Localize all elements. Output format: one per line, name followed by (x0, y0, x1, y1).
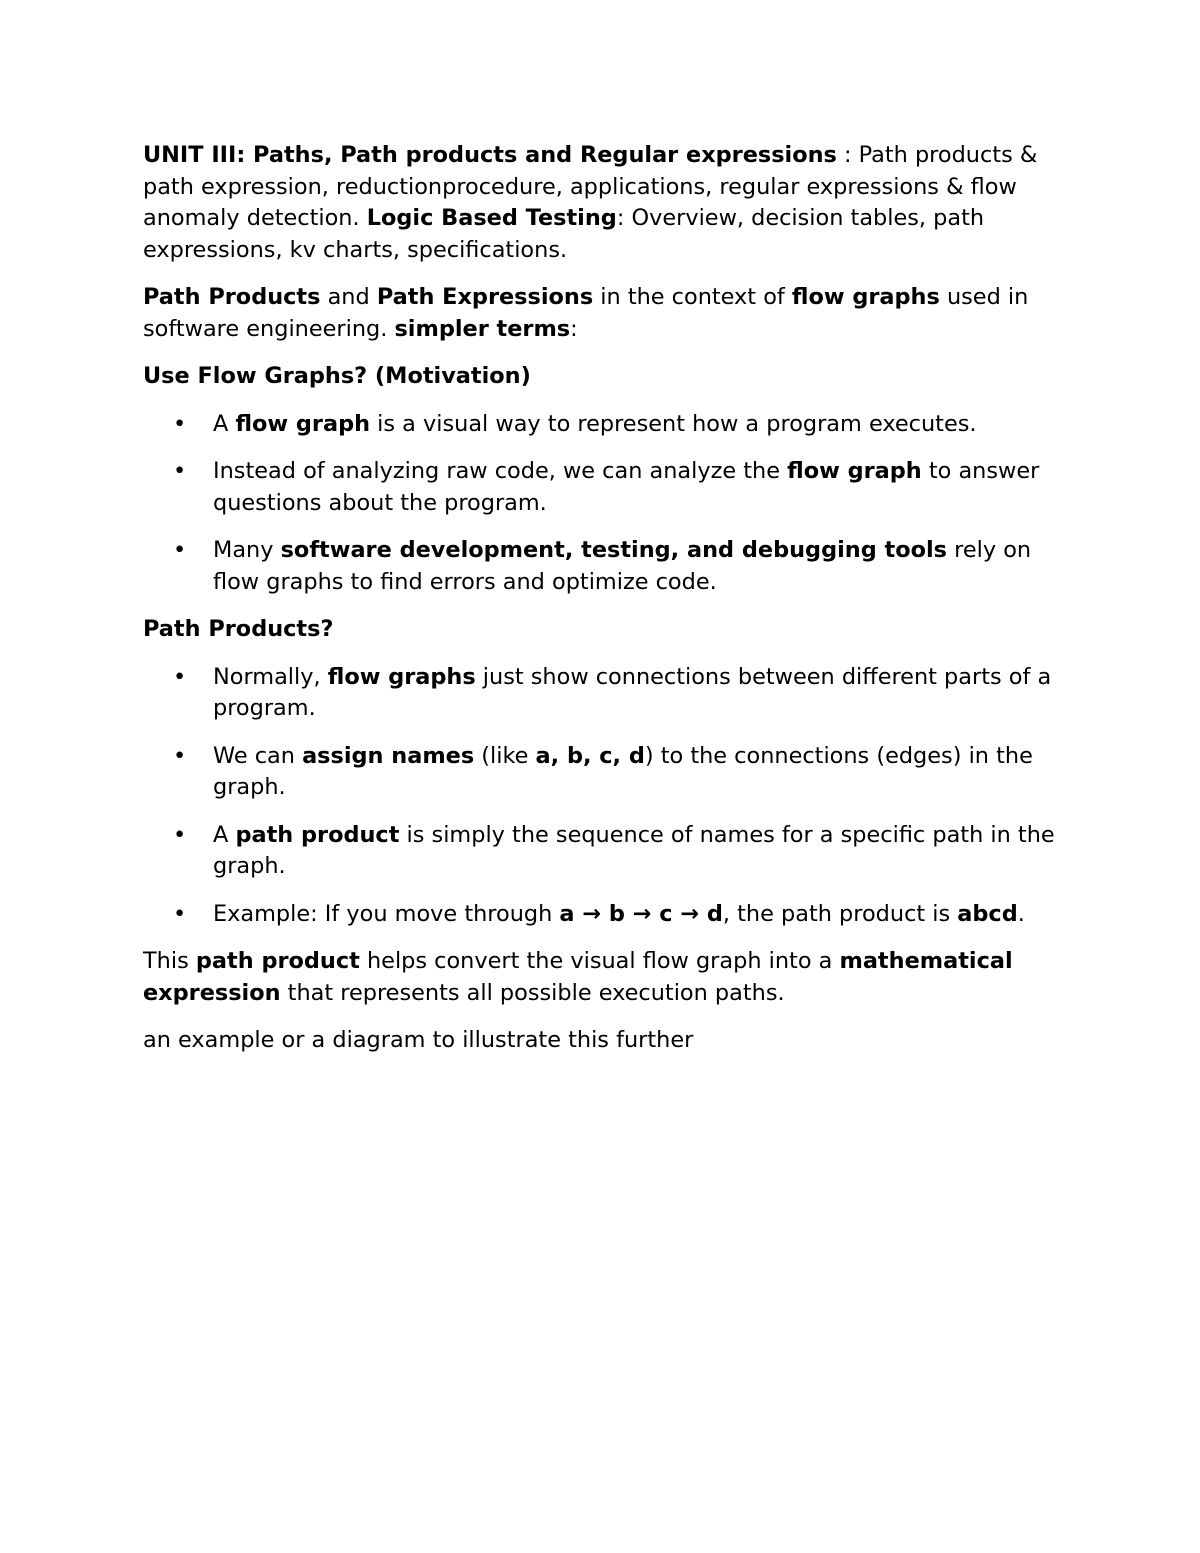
summary-emphasis: path product (195, 948, 360, 974)
list-text: We can (213, 742, 303, 769)
logic-testing-title: Logic Based Testing (366, 205, 617, 231)
list-emphasis: flow graph (787, 458, 922, 484)
list-emphasis: a → b → c → d (559, 900, 723, 927)
list-emphasis: a, b, c, d (535, 742, 645, 769)
list-text: Instead of analyzing raw code, we can analyze the (213, 458, 788, 484)
context-term-path-expressions: Path Expressions (376, 284, 594, 310)
list-text: just show connections between different parts of a program. (213, 663, 1052, 721)
context-term-path-products: Path Products (143, 284, 321, 310)
list-text: is simply the sequence of names for a specific path in the graph. (213, 821, 1055, 879)
summary-text: helps convert the visual flow graph into a (359, 948, 840, 974)
list-text: A (213, 821, 236, 848)
list-text: ) to the connections (edges) in the graph. (213, 742, 1033, 800)
context-text: in the context of (593, 284, 792, 310)
summary-paragraph (143, 946, 1073, 1009)
summary-text: This (143, 948, 196, 974)
unit-topics: : Path products & path expression, reductionprocedure, applications, regular expressions & flow anomaly detection. (143, 142, 1038, 231)
context-term-flow-graphs: flow graphs (791, 284, 940, 310)
context-text: and (320, 284, 377, 310)
list-text: Normally, (213, 663, 328, 690)
list-text: Many (213, 537, 281, 563)
summary-text: that represents all possible execution paths. (280, 979, 785, 1006)
bullet-icon: • (173, 821, 187, 848)
bullet-icon: • (173, 663, 187, 690)
list-text: . (1017, 900, 1025, 927)
list-item (143, 899, 1073, 931)
list-text: to answer questions about the program. (213, 458, 1040, 516)
list-text: (like (474, 742, 536, 769)
list-emphasis: assign names (302, 742, 475, 769)
list-emphasis: software development, testing, and debugging tools (280, 537, 948, 563)
document-body (143, 140, 1073, 1073)
unit-title: UNIT III: Paths, Path products and Regular expressions (143, 142, 837, 168)
path-products-heading: Path Products? (143, 616, 334, 642)
bullet-icon: • (173, 410, 187, 437)
intro-paragraph (143, 140, 1073, 266)
summary-emphasis: mathematical expression (143, 948, 1013, 1006)
list-item (143, 820, 1073, 883)
context-term-simpler: simpler terms (394, 315, 571, 342)
logic-testing-topics: : Overview, decision tables, path expressions, kv charts, specifications. (143, 205, 985, 263)
list-text: Example: If you move through (213, 900, 560, 927)
motivation-list (143, 409, 1073, 599)
list-item (143, 535, 1073, 598)
context-text: : (570, 315, 578, 342)
list-emphasis: abcd (957, 900, 1018, 927)
list-emphasis: flow graph (235, 410, 371, 437)
bullet-icon: • (173, 742, 187, 769)
list-item (143, 409, 1073, 441)
path-products-list (143, 662, 1073, 931)
context-paragraph (143, 282, 1073, 345)
list-item (143, 456, 1073, 519)
list-text: , the path product is (722, 900, 958, 927)
list-text: is a visual way to represent how a program executes. (370, 410, 977, 437)
list-text: rely on flow graphs to find errors and optimize code. (213, 537, 1032, 595)
list-emphasis: path product (235, 821, 400, 848)
list-item (143, 741, 1073, 804)
closing-paragraph: an example or a diagram to illustrate this further (143, 1027, 694, 1053)
motivation-heading: Use Flow Graphs? (Motivation) (143, 363, 531, 389)
bullet-icon: • (173, 458, 187, 484)
list-item (143, 662, 1073, 725)
bullet-icon: • (173, 900, 187, 927)
bullet-icon: • (173, 537, 187, 563)
context-text: used in software engineering. (143, 284, 1029, 342)
list-emphasis: flow graphs (327, 663, 476, 690)
list-text: A (213, 410, 236, 437)
